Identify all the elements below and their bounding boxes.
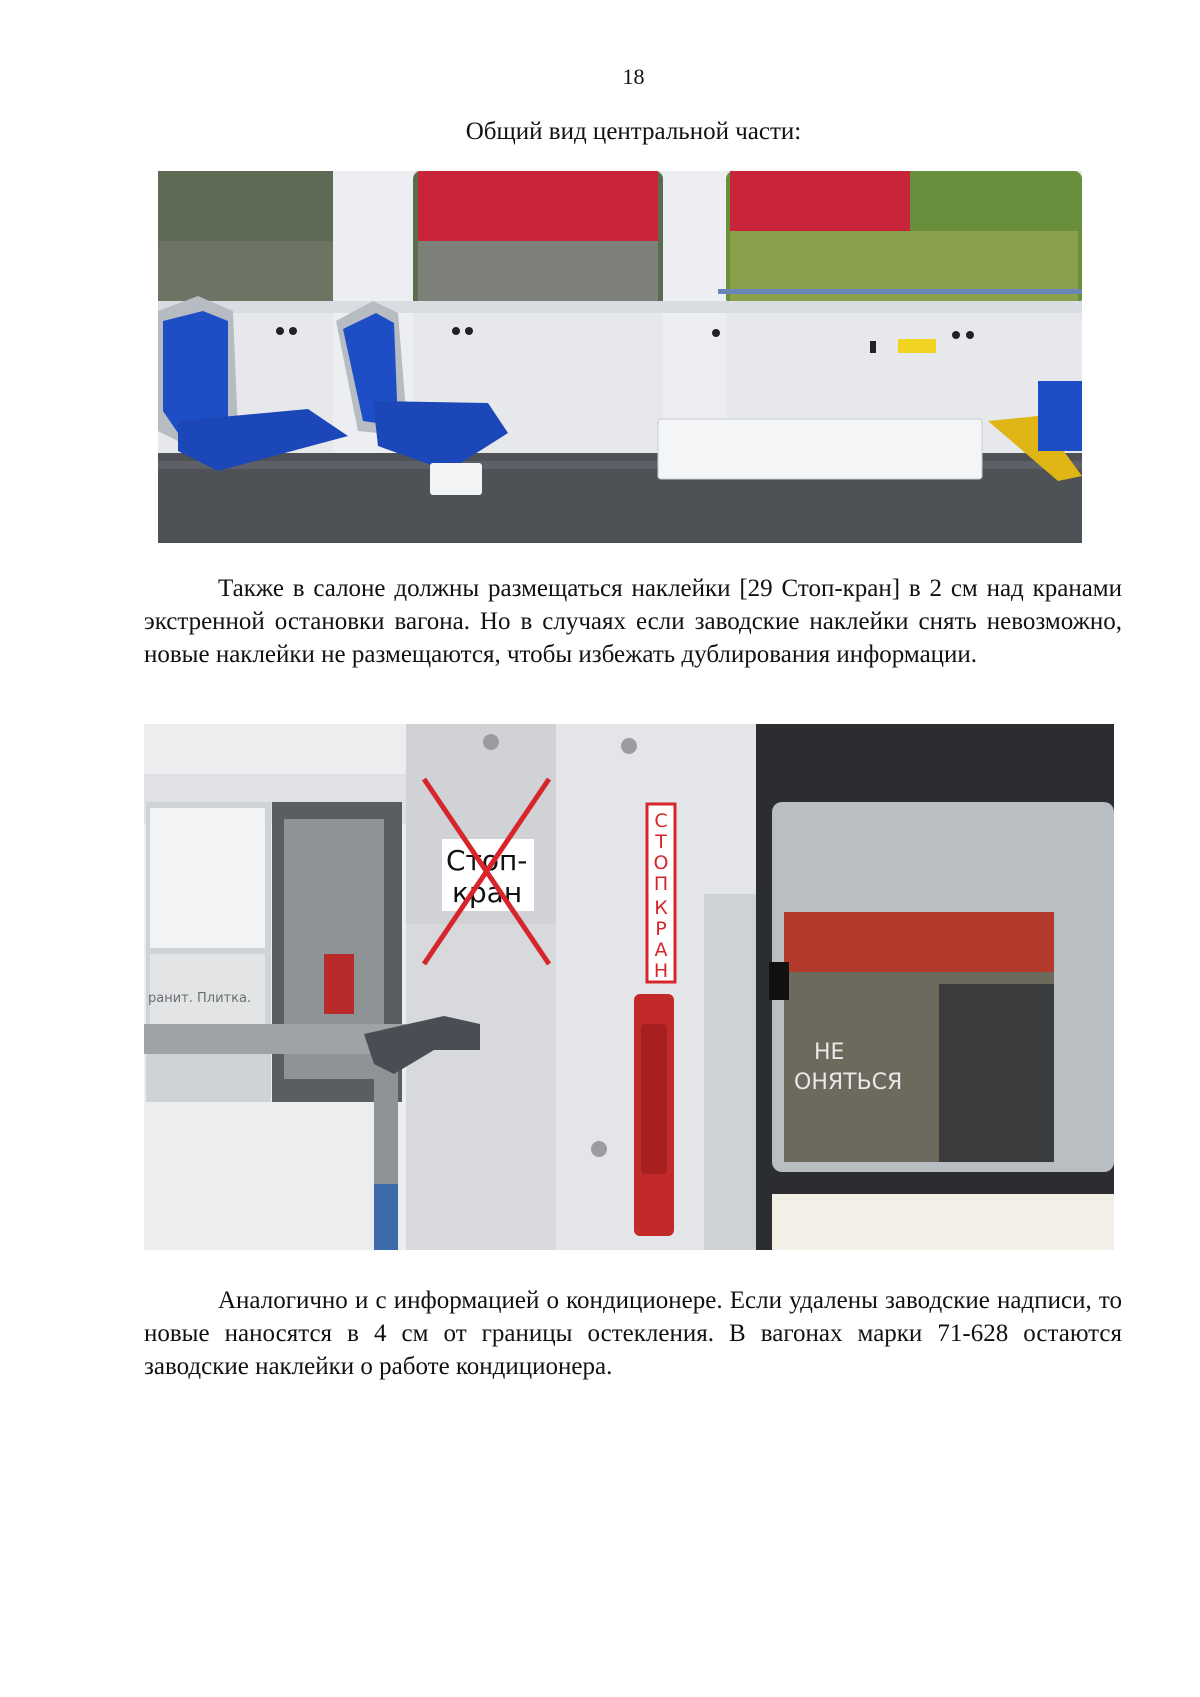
label-char: Р <box>655 918 667 940</box>
label-char: П <box>653 873 669 895</box>
paragraph-stop-crane: Также в салоне должны размещаться наклейки [29 Стоп-кран] в 2 см над кранами экстренной остановки вагона. Но в случаях если заводские наклейки снять невозможно, новые наклейки не размещаются, чтобы избежать дублирования информации. <box>144 575 1122 668</box>
label-char: К <box>654 897 668 919</box>
label-char: Н <box>653 960 669 982</box>
paragraph-conditioner: Аналогично и с информацией о кондиционере. Если удалены заводские надписи, то новые наносятся в 4 см от границы остекления. В вагонах марки 71-628 остаются заводские наклейки о работе кондиционера. <box>144 1287 1122 1380</box>
label-char: С <box>654 810 668 832</box>
label-char: Т <box>655 831 667 853</box>
tram-interior-photo <box>158 171 1082 543</box>
label-char: О <box>653 852 669 874</box>
crossed-sticker-line2: кран <box>452 876 523 909</box>
page-number: 18 <box>622 64 645 89</box>
stop-crane-photo <box>144 724 1114 1250</box>
figure-caption: Общий вид центральной части: <box>465 118 802 145</box>
crossed-sticker-line1: Стоп- <box>446 844 528 877</box>
window-text-line2: ОНЯТЬСЯ <box>794 1070 903 1095</box>
window-text-line1: НЕ <box>814 1040 845 1065</box>
outside-sign-text: ранит. Плитка. <box>148 991 252 1006</box>
label-char: А <box>654 939 668 961</box>
